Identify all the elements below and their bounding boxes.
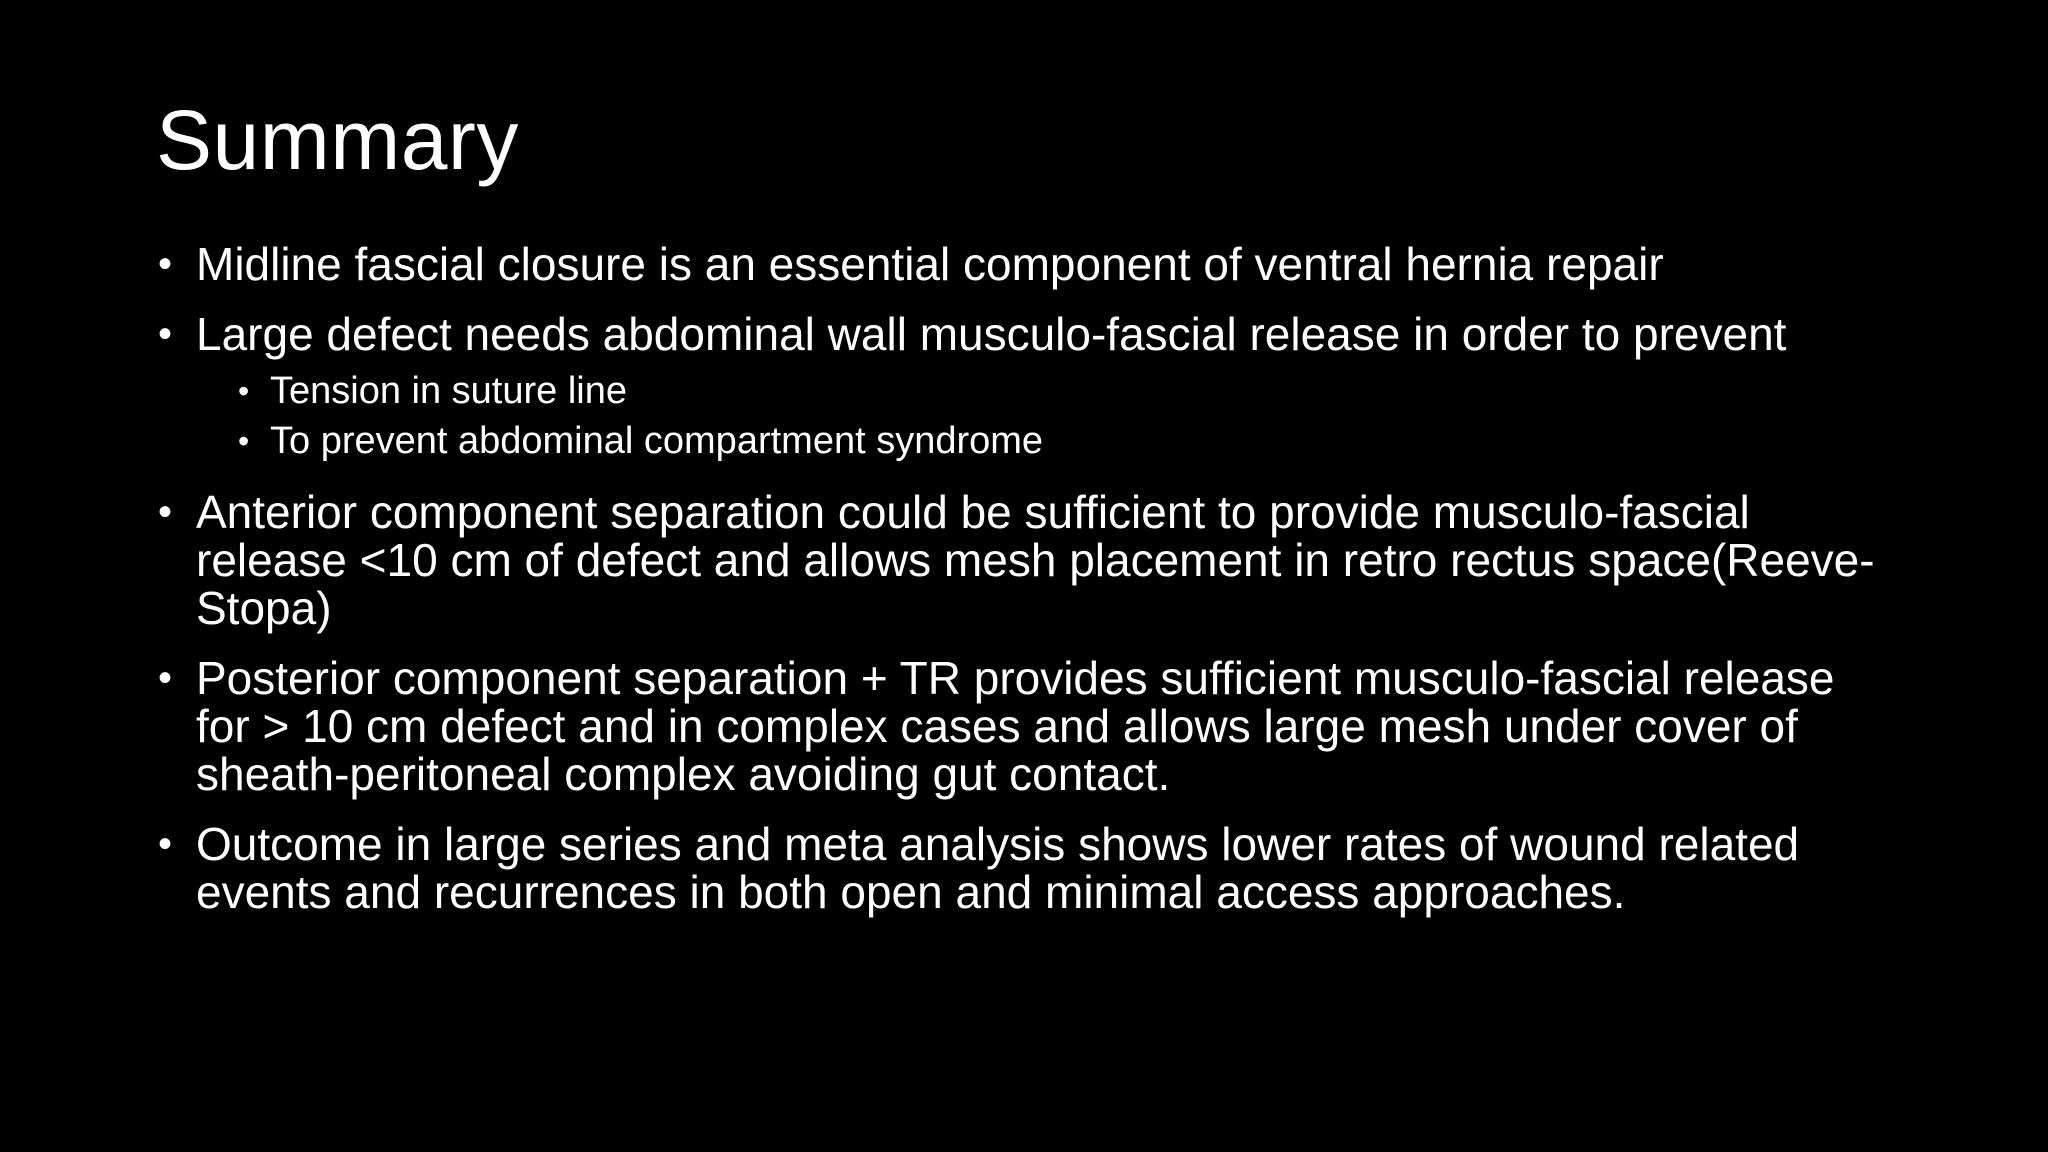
sub-bullet-item-1: [236, 368, 1956, 414]
bullet-item-4: [156, 654, 1956, 798]
bullet-item-1: [156, 240, 1956, 288]
slide-title: Summary: [156, 93, 519, 187]
bullet-text: Outcome in large series and meta analysis shows lower rates of wound related events and recurrences in both open and minimal access approaches.: [196, 818, 1800, 918]
sub-bullet-dot-icon: •: [238, 373, 250, 409]
sub-bullet-text: Tension in suture line: [270, 370, 627, 412]
bullet-dot-icon: •: [158, 312, 173, 356]
bullet-dot-icon: •: [158, 656, 173, 700]
sub-bullet-dot-icon: •: [238, 423, 250, 459]
bullet-dot-icon: •: [158, 822, 173, 866]
sub-bullet-list: [156, 368, 1956, 464]
bullet-list: [156, 240, 1956, 938]
bullet-item-5: [156, 820, 1956, 916]
bullet-text: Posterior component separation + TR provides sufficient musculo-fascial release for > 10 cm defect and in complex cases and allows large mesh under cover of sheath-peritoneal complex avoiding gut contact.: [196, 652, 1835, 800]
bullet-item-3: [156, 488, 1956, 632]
bullet-dot-icon: •: [158, 490, 173, 534]
bullet-text: Large defect needs abdominal wall musculo-fascial release in order to prevent: [196, 308, 1787, 360]
bullet-text: Midline fascial closure is an essential component of ventral hernia repair: [196, 238, 1664, 290]
sub-bullet-text: To prevent abdominal compartment syndrome: [270, 420, 1044, 462]
bullet-item-2: [156, 310, 1956, 358]
sub-bullet-item-2: [236, 418, 1956, 464]
bullet-text: Anterior component separation could be sufficient to provide musculo-fascial release <10 cm of defect and allows mesh placement in retro rectus space(Reeve-Stopa): [196, 486, 1875, 634]
bullet-dot-icon: •: [158, 242, 173, 286]
